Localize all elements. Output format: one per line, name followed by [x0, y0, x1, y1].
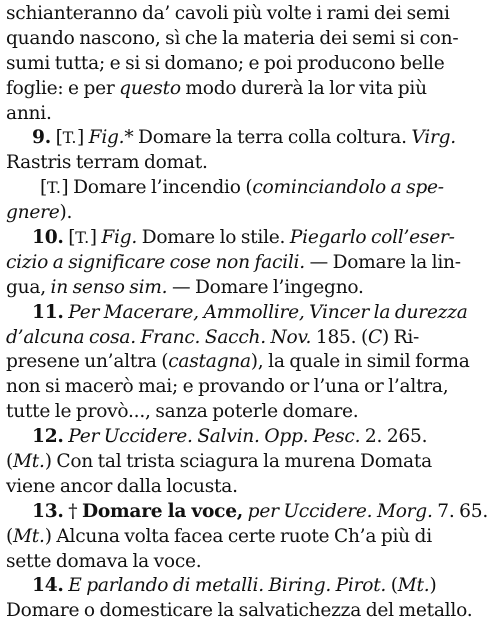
- text-segment: presene un’altra (: [6, 351, 169, 373]
- text-line: [6, 226, 467, 251]
- text-segment: Mt.: [13, 525, 45, 547]
- text-segment: gua,: [6, 276, 51, 298]
- text-segment: per Uccidere. Morg.: [247, 500, 433, 522]
- text-line: [6, 2, 467, 27]
- text-line: [6, 375, 467, 400]
- text-segment: 2. 265.: [360, 426, 428, 448]
- text-segment: ) Con tal trista sciagura la murena Domata: [44, 451, 432, 473]
- text-line: [6, 251, 467, 276]
- text-segment: T.: [47, 178, 62, 198]
- text-line: [6, 425, 467, 450]
- text-segment: Fig.: [88, 127, 125, 149]
- text-segment: ).: [59, 202, 73, 224]
- text-segment: Domare o domesticare la salvatichezza del metallo.: [6, 600, 473, 622]
- text-line: [6, 301, 467, 326]
- text-segment: sumi tutta; e si si domano; e poi producono belle: [6, 52, 445, 74]
- text-segment: Domare lo stile.: [137, 227, 290, 249]
- text-line: [6, 599, 473, 624]
- text-segment: Fig.: [101, 227, 138, 249]
- text-segment: C: [367, 326, 382, 348]
- text-segment: Virg.: [411, 127, 456, 149]
- text-segment: cizio a significare cose non facili.: [6, 251, 305, 273]
- text-segment: foglie: e per: [6, 77, 120, 99]
- text-segment: ]: [89, 227, 102, 249]
- text-line: [6, 176, 467, 201]
- text-segment: tutte le provò..., sanza poterle domare.: [6, 401, 359, 423]
- text-segment: Mt.: [397, 575, 430, 597]
- text-line: [6, 102, 467, 127]
- text-segment: * Domare la terra colla coltura.: [124, 127, 412, 149]
- text-line: [6, 151, 467, 176]
- text-segment: quando nascono, sì che la materia dei semi si con-: [6, 27, 459, 49]
- text-segment: ), la quale in simil forma: [250, 351, 470, 373]
- text-segment: anni.: [6, 102, 52, 124]
- text-segment: gnere: [6, 202, 60, 224]
- sense-number: 12.: [32, 426, 64, 448]
- text-segment: questo: [119, 77, 181, 99]
- text-segment: [: [40, 177, 48, 199]
- sense-number: 9.: [32, 127, 51, 149]
- text-line: [6, 525, 467, 550]
- text-segment: cominciandolo a spe-: [252, 177, 444, 199]
- text-segment: ]: [77, 127, 89, 149]
- text-line: [6, 475, 467, 500]
- text-line: [6, 574, 467, 599]
- text-segment: modo durerà la lor vita più: [180, 77, 427, 99]
- text-segment: — Domare l’ingegno.: [167, 276, 364, 298]
- text-segment: castagna: [168, 351, 251, 373]
- text-segment: non si macerò mai; e provando or l’una or l’altra,: [6, 376, 449, 398]
- text-segment: ): [429, 575, 437, 597]
- text-segment: d’alcuna cosa. Franc. Sacch. Nov.: [6, 326, 312, 348]
- text-line: [6, 550, 467, 575]
- text-line: [6, 500, 488, 525]
- text-segment: schianteranno da’ cavoli più volte i rami dei semi: [6, 3, 450, 24]
- text-segment: Mt.: [13, 451, 45, 473]
- text-segment: (: [386, 575, 398, 597]
- text-segment: †: [63, 500, 82, 522]
- text-segment: Domare la voce,: [81, 500, 243, 522]
- text-segment: ] Domare l’incendio (: [61, 177, 253, 199]
- text-line: [6, 400, 467, 425]
- text-segment: ) Ri-: [381, 326, 420, 348]
- sense-number: 10.: [32, 227, 64, 249]
- text-segment: Piegarlo coll’eser-: [289, 227, 455, 249]
- text-line: [6, 77, 467, 102]
- text-segment: 7. 65.: [432, 500, 488, 522]
- text-segment: — Domare la lin-: [304, 251, 461, 273]
- text-segment: T.: [62, 128, 77, 148]
- sense-number: 13.: [32, 500, 64, 522]
- sense-number: 11.: [32, 301, 64, 323]
- text-segment: [: [63, 227, 76, 249]
- text-segment: 185. (: [311, 326, 368, 348]
- text-line: [6, 201, 467, 226]
- text-line: [6, 27, 467, 52]
- text-segment: E parlando di metalli. Biring. Pirot.: [68, 575, 387, 597]
- text-segment: ) Alcuna volta facea certe ruote Ch’a più di: [44, 525, 432, 547]
- text-segment: sette domava la voce.: [6, 550, 202, 572]
- text-segment: T.: [75, 228, 90, 248]
- text-segment: (: [6, 451, 14, 473]
- text-line: [6, 52, 467, 77]
- text-line: [6, 276, 467, 301]
- text-segment: [: [50, 127, 63, 149]
- text-line: [6, 326, 467, 351]
- text-segment: Per Macerare, Ammollire, Vincer la durezza: [68, 301, 468, 323]
- text-line: [6, 350, 470, 375]
- text-segment: (: [6, 525, 14, 547]
- text-segment: viene ancor dalla locusta.: [6, 475, 238, 497]
- text-segment: Per Uccidere. Salvin. Opp. Pesc.: [68, 426, 361, 448]
- text-segment: Rastris terram domat.: [6, 152, 208, 174]
- text-line: [6, 450, 467, 475]
- text-line: [6, 126, 467, 151]
- text-segment: in senso sim.: [50, 276, 168, 298]
- sense-number: 14.: [32, 575, 64, 597]
